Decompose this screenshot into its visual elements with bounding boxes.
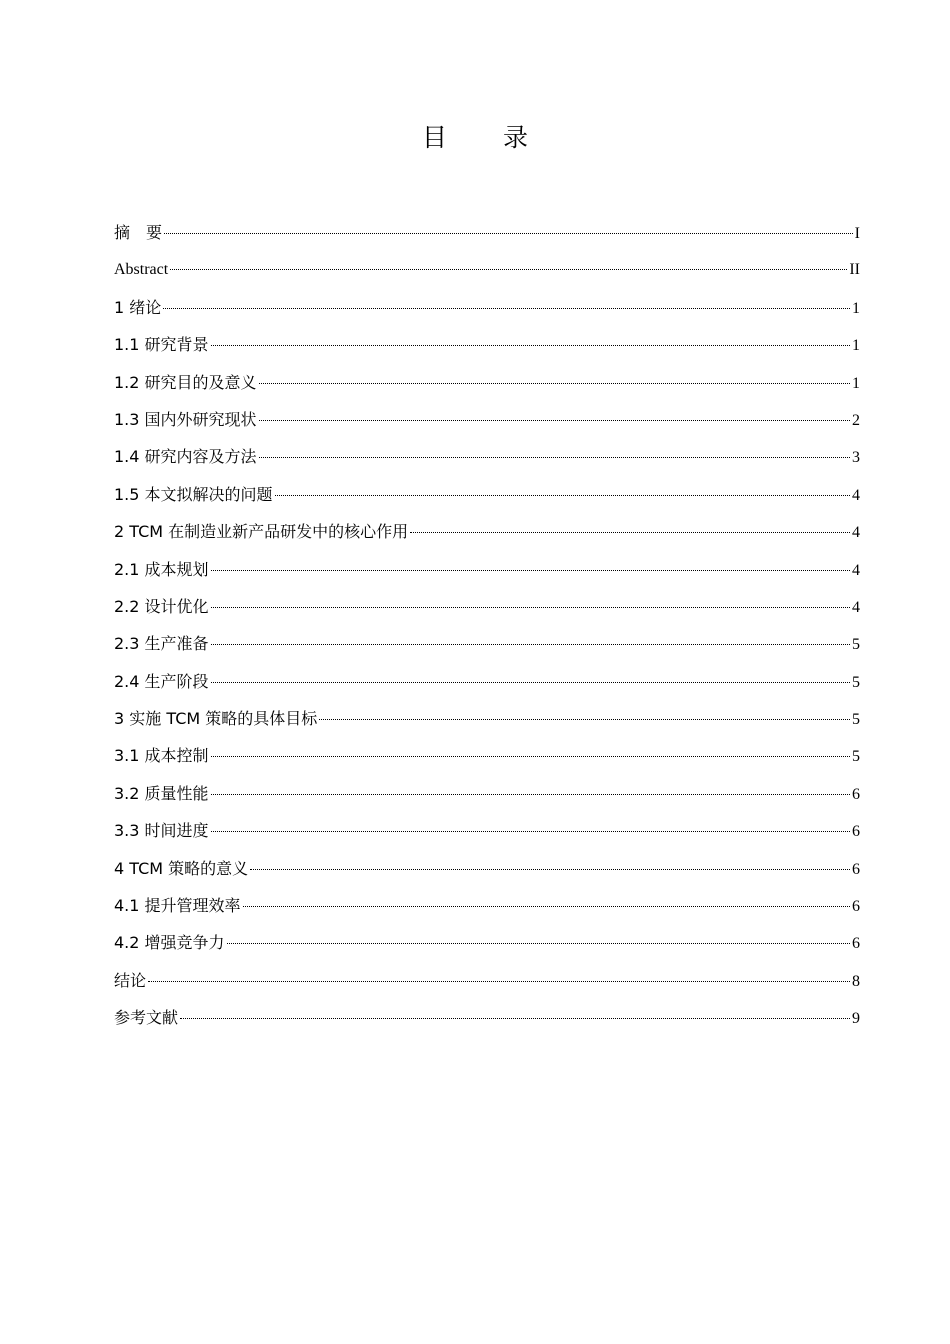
toc-dot-leader [259, 383, 850, 384]
toc-entry-page-number: 6 [852, 785, 860, 803]
toc-dot-leader [259, 457, 850, 458]
toc-dot-leader [410, 532, 850, 533]
toc-dot-leader [211, 607, 850, 608]
toc-entry[interactable] [114, 513, 860, 550]
toc-entry[interactable] [114, 962, 860, 999]
toc-entry-page-number: 1 [852, 374, 860, 392]
toc-entry[interactable] [114, 924, 860, 961]
toc-dot-leader [163, 308, 850, 309]
toc-entry-label: 结论 [114, 970, 147, 990]
toc-entry[interactable] [114, 737, 860, 774]
toc-entry-label: 1.5 本文拟解决的问题 [114, 484, 273, 504]
toc-dot-leader [211, 682, 850, 683]
toc-dot-leader [250, 869, 850, 870]
toc-entry-page-number: 5 [852, 673, 860, 691]
toc-entry[interactable] [114, 364, 860, 401]
toc-entry-page-number: I [854, 225, 860, 242]
toc-dot-leader [211, 831, 850, 832]
toc-dot-leader [319, 719, 850, 720]
toc-entry-label: 2 TCM 在制造业新产品研发中的核心作用 [114, 522, 409, 542]
toc-dot-leader [211, 345, 850, 346]
toc-dot-leader [211, 794, 850, 795]
toc-entry[interactable] [114, 700, 860, 737]
toc-dot-leader [211, 644, 850, 645]
toc-entry[interactable] [114, 887, 860, 924]
toc-entry-label: 3.2 质量性能 [114, 783, 209, 803]
toc-entry-page-number: 4 [852, 486, 860, 504]
toc-entry-label: 4 TCM 策略的意义 [114, 858, 249, 878]
toc-dot-leader [275, 495, 850, 496]
toc-entry-page-number: 5 [852, 636, 860, 654]
toc-dot-leader [164, 233, 853, 234]
toc-entry-label: 2.4 生产阶段 [114, 671, 209, 691]
toc-entry[interactable] [114, 214, 860, 251]
toc-entry-page-number: 4 [852, 561, 860, 579]
toc-entry-page-number: 1 [852, 299, 860, 317]
toc-entry-page-number: 4 [852, 598, 860, 616]
toc-entry-label: 1.4 研究内容及方法 [114, 447, 257, 467]
toc-entry[interactable] [114, 476, 860, 513]
toc-entry-page-number: 6 [852, 823, 860, 841]
toc-entry[interactable] [114, 625, 860, 662]
toc-entry-label: 1.3 国内外研究现状 [114, 409, 257, 429]
toc-entry[interactable] [114, 775, 860, 812]
toc-entry-page-number: 2 [852, 411, 860, 429]
toc-dot-leader [180, 1018, 850, 1019]
toc-entry-label: 摘 要 [114, 223, 163, 242]
toc-entry[interactable] [114, 588, 860, 625]
toc-entry-page-number: 6 [852, 860, 860, 878]
toc-entry-label: 3.1 成本控制 [114, 746, 209, 766]
toc-entry-page-number: 8 [852, 972, 860, 990]
toc-entry-label: 1.2 研究目的及意义 [114, 372, 257, 392]
toc-entry-label: 4.2 增强竞争力 [114, 933, 225, 953]
toc-entry[interactable] [114, 812, 860, 849]
toc-entry[interactable] [114, 999, 860, 1036]
toc-entry-page-number: 3 [852, 449, 860, 467]
toc-entry-label: 4.1 提升管理效率 [114, 896, 241, 916]
toc-dot-leader [170, 269, 847, 270]
toc-entry-label: 1.1 研究背景 [114, 335, 209, 355]
toc-entry[interactable] [114, 551, 860, 588]
toc-entry[interactable] [114, 289, 860, 326]
toc-entry-label: 2.2 设计优化 [114, 596, 209, 616]
toc-entry[interactable] [114, 850, 860, 887]
toc-entry-label: Abstract [114, 261, 169, 279]
toc-title: 目 录 [422, 123, 552, 152]
toc-entry-page-number: 9 [852, 1010, 860, 1028]
toc-entry-label: 2.1 成本规划 [114, 559, 209, 579]
toc-entry-label: 1 绪论 [114, 297, 162, 317]
toc-entry-label: 3.3 时间进度 [114, 821, 209, 841]
toc-entry-label: 2.3 生产准备 [114, 634, 209, 654]
toc-entry-label: 参考文献 [114, 1008, 179, 1028]
toc-dot-leader [211, 570, 850, 571]
toc-entry-page-number: 5 [852, 711, 860, 729]
toc-entry[interactable] [114, 326, 860, 363]
toc-entry-page-number: II [849, 261, 860, 279]
toc-entry[interactable] [114, 251, 860, 288]
toc-dot-leader [211, 756, 850, 757]
toc-entry-page-number: 6 [852, 898, 860, 916]
table-of-contents [114, 214, 860, 1037]
toc-entry[interactable] [114, 401, 860, 438]
toc-entry-page-number: 5 [852, 748, 860, 766]
toc-dot-leader [259, 420, 850, 421]
toc-entry[interactable] [114, 663, 860, 700]
toc-dot-leader [148, 981, 850, 982]
toc-entry-page-number: 6 [852, 935, 860, 953]
toc-dot-leader [243, 906, 850, 907]
toc-dot-leader [227, 943, 850, 944]
toc-entry-label: 3 实施 TCM 策略的具体目标 [114, 709, 318, 729]
toc-entry-page-number: 4 [852, 524, 860, 542]
toc-entry[interactable] [114, 438, 860, 475]
toc-entry-page-number: 1 [852, 337, 860, 355]
